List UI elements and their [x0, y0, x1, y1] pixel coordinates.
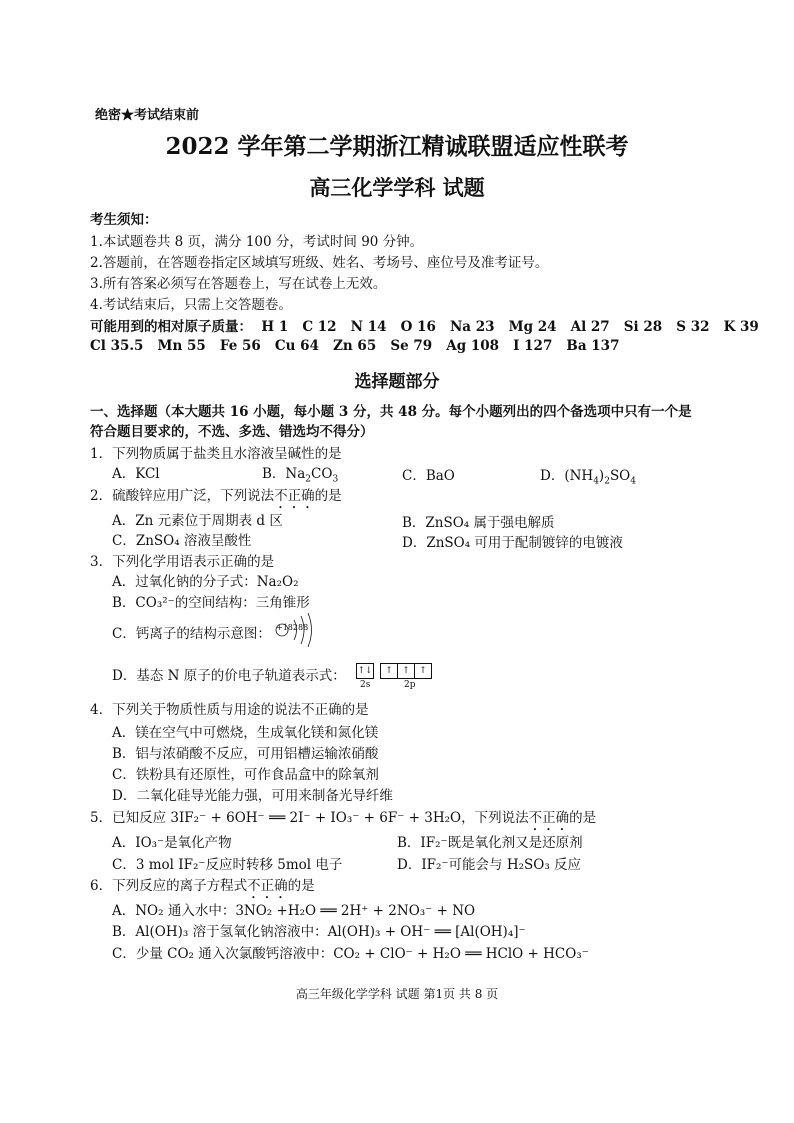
question-3-option-b: B．CO₃²⁻的空间结构：三角锥形	[112, 595, 310, 611]
orbital-2s-label: 2s	[360, 680, 371, 690]
question-2-option-d: D．ZnSO₄ 可用于配制镀锌的电镀液	[402, 535, 623, 551]
ion-structure-label: +18288	[276, 623, 309, 632]
question-5-option-a: A．IO₃⁻是氧化产物	[112, 835, 232, 851]
question-2-option-a: A．Zn 元素位于周期表 d 区	[112, 513, 283, 529]
atomic-masses-line-1: 可能用到的相对原子质量： H 1 C 12 N 14 O 16 Na 23 Mg 24 Al 27 Si 28 S 32 K 39	[90, 319, 759, 335]
question-1-option-d: D．$(NH_4)_2SO_4$	[540, 468, 636, 487]
question-4-option-d: D．二氧化硅导光能力强，可用来制备光导纤维	[112, 788, 393, 804]
notice-item-3: 3.所有答案必须写在答题卷上，写在试卷上无效。	[90, 276, 387, 292]
orbital-2p-box-1: ↑	[380, 663, 398, 679]
question-2-stem: 2．硫酸锌应用广泛，下列说法不正确的是	[90, 488, 342, 504]
question-1-option-a: A．KCl	[112, 466, 160, 482]
question-3-option-d: D．基态 N 原子的价电子轨道表示式：	[112, 668, 346, 684]
confidential-mark: 绝密★考试结束前	[95, 108, 200, 123]
orbital-2p-box-2: ↑	[397, 663, 415, 679]
nitrogen-orbital-diagram	[356, 662, 448, 694]
page-footer: 高三年级化学学科 试题 第1页 共 8 页	[295, 987, 499, 1001]
question-4-option-c: C．铁粉具有还原性，可作食品盒中的除氧剂	[112, 767, 379, 783]
notice-heading: 考生须知：	[90, 212, 158, 228]
atomic-masses-line-2: Cl 35.5 Mn 55 Fe 56 Cu 64 Zn 65 Se 79 Ag 108 I 127 Ba 137	[90, 338, 620, 354]
calcium-ion-structure-diagram	[274, 612, 322, 648]
question-6-option-c: C．少量 CO₂ 通入次氯酸钙溶液中：CO₂ + ClO⁻ + H₂O ══ HClO + HCO₃⁻	[112, 946, 589, 962]
question-6-option-a: A．NO₂ 通入水中：3NO₂ +H₂O ══ 2H⁺ + 2NO₃⁻ + NO	[112, 903, 476, 919]
question-4-option-b: B．铝与浓硝酸不反应，可用铝槽运输浓硝酸	[112, 746, 379, 762]
question-6-stem: 6．下列反应的离子方程式不正确的是	[90, 878, 315, 894]
question-1-option-b: B．$Na_2CO_3$	[262, 466, 339, 485]
question-5-option-b: B．IF₂⁻既是氧化剂又是还原剂	[397, 835, 583, 851]
question-3-stem: 3．下列化学用语表示正确的是	[90, 554, 275, 570]
question-4-option-a: A．镁在空气中可燃烧，生成氧化镁和氮化镁	[112, 725, 379, 741]
question-5-option-d: D．IF₂⁻可能会与 H₂SO₃ 反应	[397, 857, 582, 873]
section-intro-line-1: 一、选择题（本大题共 16 小题，每小题 3 分，共 48 分。每个小题列出的四个备选项中只有一个是	[90, 404, 692, 420]
notice-item-4: 4.考试结束后，只需上交答题卷。	[90, 297, 292, 313]
question-2-option-b: B．ZnSO₄ 属于强电解质	[402, 515, 555, 531]
question-5-option-c: C．3 mol IF₂⁻反应时转移 5mol 电子	[112, 857, 343, 873]
notice-item-2: 2.答题前，在答题卷指定区域填写班级、姓名、考场号、座位号及准考证号。	[90, 255, 549, 271]
section-intro-line-2: 符合题目要求的，不选、多选、错选均不得分）	[90, 424, 374, 440]
exam-title: 2022 学年第二学期浙江精诚联盟适应性联考	[165, 133, 629, 160]
section-title: 选择题部分	[354, 372, 440, 392]
notice-item-1: 1.本试题卷共 8 页，满分 100 分，考试时间 90 分钟。	[90, 234, 424, 250]
question-3-option-c: C．钙离子的结构示意图：	[112, 626, 271, 642]
question-6-option-b: B．Al(OH)₃ 溶于氢氧化钠溶液中：Al(OH)₃ + OH⁻ ══ [Al(OH)₄]⁻	[112, 924, 526, 940]
orbital-2p-box-3: ↑	[414, 663, 432, 679]
question-4-stem: 4．下列关于物质性质与用途的说法不正确的是	[90, 702, 369, 718]
question-2-option-c: C．ZnSO₄ 溶液呈酸性	[112, 533, 252, 549]
exam-subtitle: 高三化学学科 试题	[309, 175, 485, 200]
question-3-option-a: A．过氧化钠的分子式：Na₂O₂	[112, 574, 299, 590]
orbital-2p-label: 2p	[404, 680, 416, 690]
question-5-stem: 5．已知反应 3IF₂⁻ + 6OH⁻ ══ 2I⁻ + IO₃⁻ + 6F⁻ + 3H₂O，下列说法不正确的是	[90, 810, 597, 826]
orbital-2s-box: ↑↓	[356, 663, 374, 679]
question-1-stem: 1．下列物质属于盐类且水溶液呈碱性的是	[90, 446, 342, 462]
question-1-option-c: C．BaO	[402, 468, 455, 484]
